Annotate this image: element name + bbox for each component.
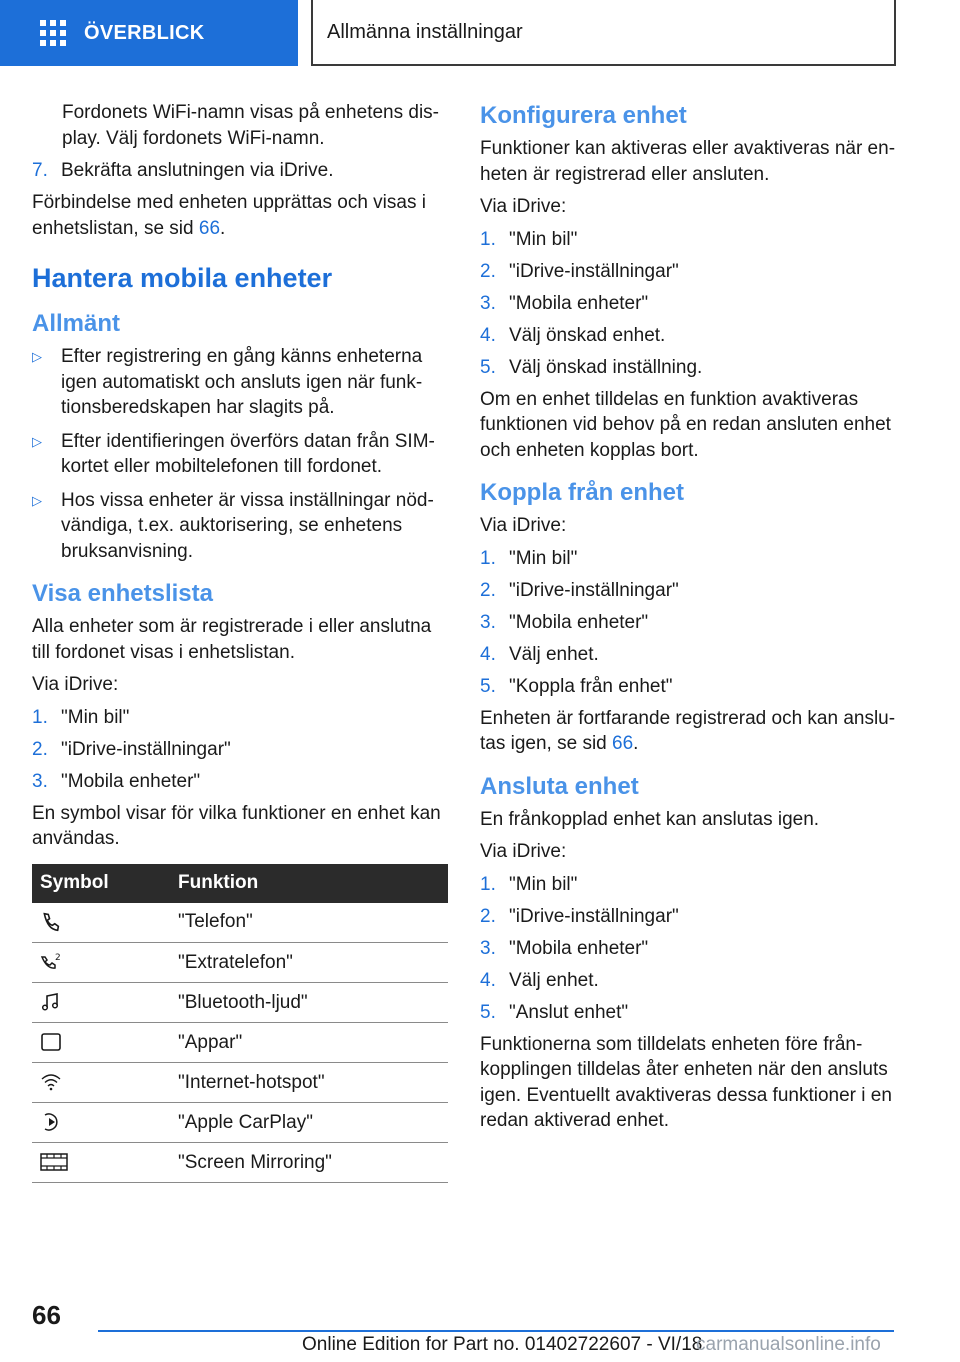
function-cell: "Telefon": [172, 903, 448, 943]
list-item: 1. "Min bil": [480, 873, 578, 895]
list-item: 3. "Mobila enheter": [480, 937, 649, 959]
list-item: 3. "Mobila enheter": [480, 292, 649, 314]
symbol-paragraph: En symbol visar för vilka funktioner en enhet kan användas.: [32, 802, 441, 849]
configure-steps: [480, 227, 898, 381]
list-item: 5. "Koppla från enhet": [480, 675, 673, 697]
apps-icon: [40, 1032, 62, 1052]
list-item: 3. "Mobila enheter": [480, 611, 649, 633]
via-idrive-label: Via iDrive:: [480, 841, 567, 862]
overview-tab[interactable]: [0, 0, 298, 66]
footer-watermark: carmanualsonline.info: [696, 1334, 881, 1355]
page-number: 66: [32, 1300, 61, 1330]
list-item: ▷ Hos vissa enheter är vissa inställningar nödvändiga, t.ex. auktorisering, se enhetens bruksanvisning.: [32, 488, 448, 565]
list-item: 2. "iDrive-inställningar": [480, 905, 679, 927]
page-reference-link[interactable]: 66: [198, 217, 221, 239]
via-idrive-label: Via iDrive:: [480, 196, 567, 217]
disconnect-steps: [480, 546, 898, 700]
list-item: 2. "iDrive-inställningar": [480, 579, 679, 601]
disconnect-paragraph: Enheten är fortfarande registrerad och kan anslutas igen, se sid 66.: [480, 707, 896, 754]
list-item: 1. "Min bil": [32, 706, 130, 728]
list-item: 1. "Min bil": [480, 228, 578, 250]
list-item: ▷ Efter identifieringen överförs datan från SIM-kortet eller mobiltelefonen till fordonet.: [32, 429, 448, 480]
heading-disconnect-device: Koppla från enhet: [480, 479, 685, 506]
right-column: [480, 100, 898, 1141]
list-item: 1. "Min bil": [480, 547, 578, 569]
list-item: [32, 158, 448, 184]
wifi-icon: [40, 1072, 62, 1092]
carplay-icon: [40, 1112, 62, 1132]
svg-text:2: 2: [55, 953, 61, 964]
page-reference-link[interactable]: 66: [612, 733, 634, 754]
table-row: [32, 983, 448, 1023]
music-note-icon: [40, 992, 62, 1012]
list-item: 2. "iDrive-inställningar": [32, 738, 231, 760]
step-number: 7.: [32, 160, 48, 181]
table-row: [32, 903, 448, 943]
general-bullet-list: [32, 344, 448, 564]
device-list-paragraph: Alla enheter som är registrerade i eller anslutna till fordonet visas i enhetslistan.: [32, 616, 432, 663]
table-row: [32, 1023, 448, 1063]
table-row: [32, 1103, 448, 1143]
overview-tab-label: ÖVERBLICK: [84, 21, 205, 44]
connect-note-paragraph: Funktionerna som tilldelats enheten före frånkopplingen tilldelas åter enheten när den ansluts igen. Eventuellt avaktiveras dessa funktioner i en redan aktiverad enhet.: [480, 1033, 892, 1131]
section-title: Allmänna inställningar: [311, 0, 896, 66]
footer-edition: Online Edition for Part no. 01402722607 - VI/18: [302, 1334, 703, 1355]
triangle-bullet-icon: ▷: [32, 433, 42, 449]
symbol-function-table: [32, 864, 448, 1184]
connect-steps: [480, 872, 898, 1026]
table-header-function: Funktion: [172, 864, 448, 903]
list-item: 2. "iDrive-inställningar": [480, 260, 679, 282]
list-item: ▷ Efter registrering en gång känns enheterna igen automatiskt och ansluts igen när funktionsberedskapen har slagits på.: [32, 344, 448, 421]
extra-phone-icon: [40, 952, 62, 972]
device-list-steps: [32, 705, 448, 795]
screen-mirroring-icon: [40, 1152, 68, 1172]
list-item: 3. "Mobila enheter": [32, 770, 201, 792]
function-cell: "Extratelefon": [172, 943, 448, 983]
phone-icon: [40, 912, 62, 932]
list-item: 4. Välj enhet.: [480, 969, 599, 991]
list-item: 5. Välj önskad inställning.: [480, 356, 703, 378]
connect-paragraph: En frånkopplad enhet kan anslutas igen.: [480, 808, 820, 830]
list-item: 4. Välj enhet.: [480, 643, 599, 665]
configure-note-paragraph: Om en enhet tilldelas en funktion avaktiveras funktionen vid behov på en redan ansluten enhet och enheten kopplas bort.: [480, 388, 891, 461]
heading-connect-device: Ansluta enhet: [480, 772, 639, 800]
triangle-bullet-icon: ▷: [32, 492, 42, 508]
table-row: [32, 943, 448, 983]
via-idrive-label: Via iDrive:: [480, 515, 567, 536]
connection-paragraph: Förbindelse med enheten upprättas och visas i enhetslistan, se sid 66.: [32, 192, 426, 239]
heading-manage-devices: Hantera mobila enheter: [32, 263, 333, 293]
intro-step-list: [32, 158, 448, 184]
list-item: 4. Välj önskad enhet.: [480, 324, 666, 346]
step-text: Bekräfta anslutningen via iDrive.: [61, 160, 334, 181]
footer-divider: [98, 1330, 894, 1332]
function-cell: "Internet-hotspot": [172, 1063, 448, 1103]
function-cell: "Appar": [172, 1023, 448, 1063]
grid-icon: [40, 20, 66, 46]
function-cell: "Apple CarPlay": [172, 1103, 448, 1143]
via-idrive-label: Via iDrive:: [32, 674, 119, 695]
heading-configure-device: Konfigurera enhet: [480, 102, 687, 129]
heading-device-list: Visa enhetslista: [32, 580, 213, 607]
intro-paragraph: Fordonets WiFi-namn visas på enhetens display. Välj fordonets WiFi-namn.: [62, 102, 439, 149]
table-row: [32, 1143, 448, 1183]
function-cell: "Bluetooth-ljud": [172, 983, 448, 1023]
left-column: [32, 100, 448, 1183]
list-item: 5. "Anslut enhet": [480, 1001, 629, 1023]
heading-general: Allmänt: [32, 310, 121, 337]
function-cell: "Screen Mirroring": [172, 1143, 448, 1183]
triangle-bullet-icon: ▷: [32, 349, 42, 364]
configure-paragraph: Funktioner kan aktiveras eller avaktiveras när enheten är registrerad eller ansluten.: [480, 138, 896, 185]
table-header-symbol: Symbol: [32, 864, 172, 903]
table-row: [32, 1063, 448, 1103]
